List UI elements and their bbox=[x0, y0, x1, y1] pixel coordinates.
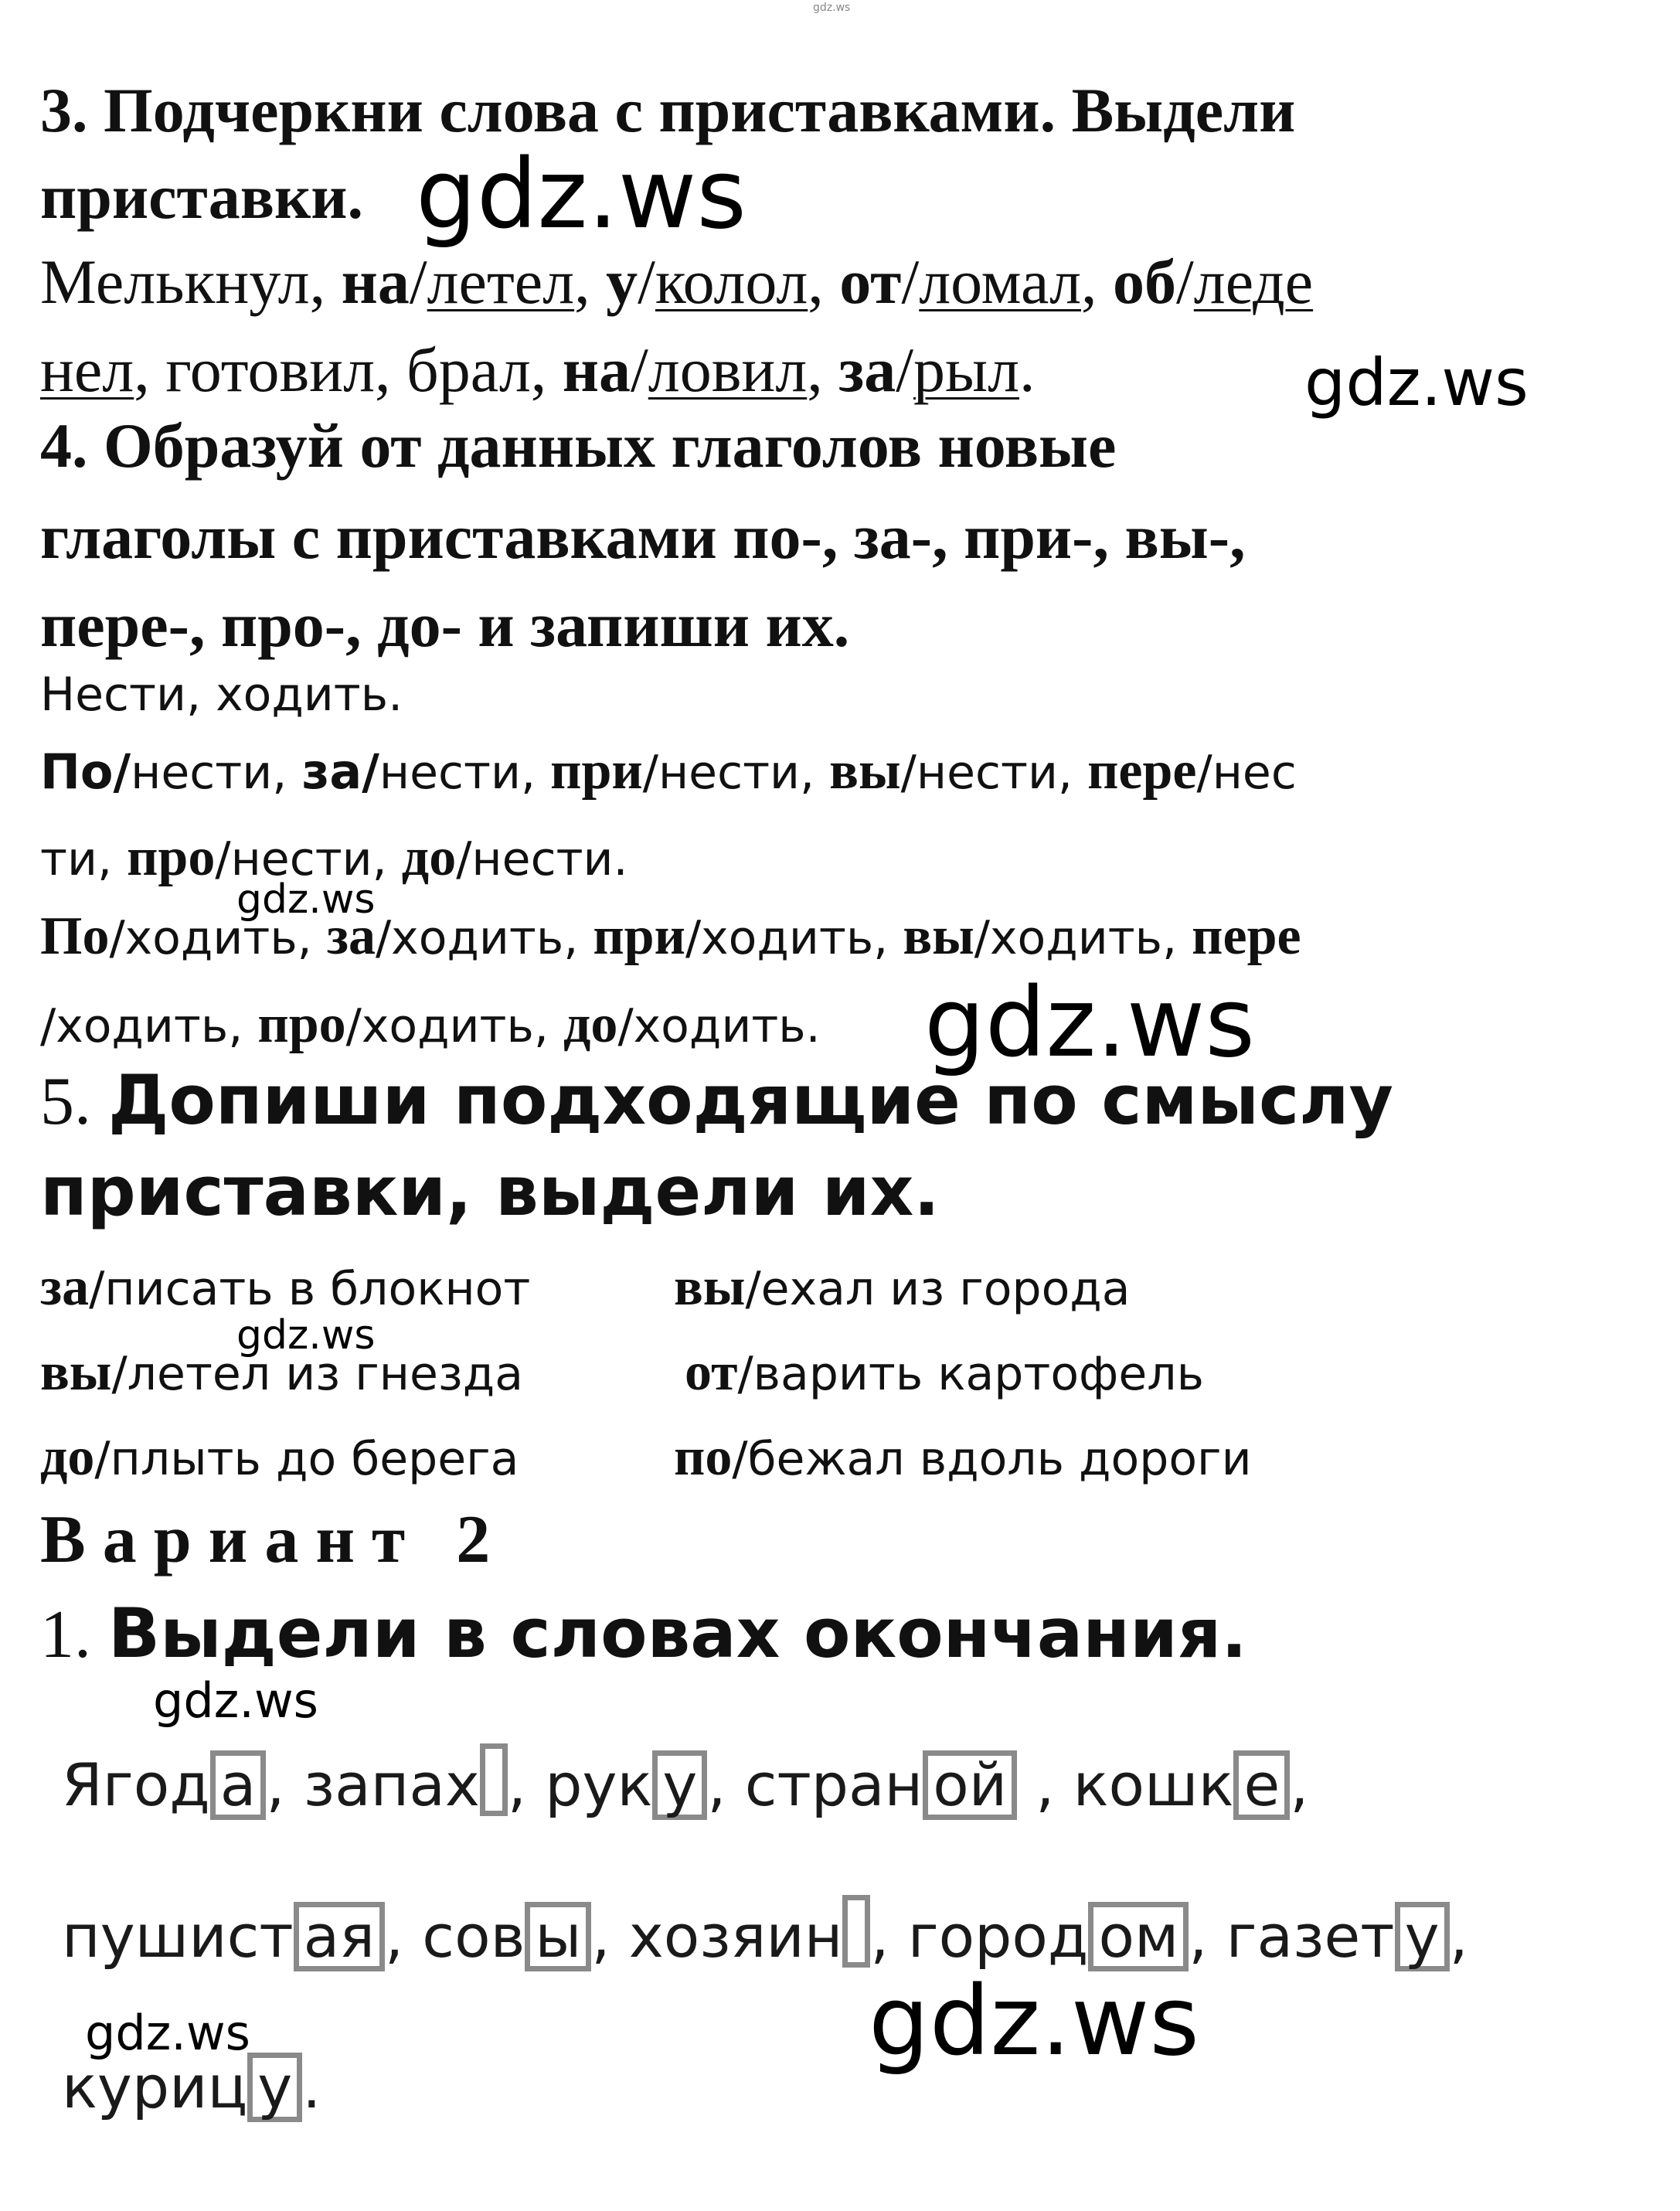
root-text: нести, bbox=[131, 746, 302, 800]
ending-box: у bbox=[247, 2053, 302, 2122]
punctuation: , bbox=[1189, 1902, 1226, 1971]
task-heading-text: Выдели в словах окончания. bbox=[108, 1594, 1247, 1673]
underlined-root: ломал bbox=[919, 247, 1081, 317]
ending-box: у bbox=[1395, 1902, 1450, 1971]
punctuation: , bbox=[870, 1902, 908, 1971]
slash: / bbox=[638, 247, 655, 317]
task3-line1 bbox=[40, 246, 1313, 318]
task4-heading-line2: глаголы с приставками по-, за-, при-, вы-, bbox=[40, 502, 1246, 572]
phrase-text: /летел из гнезда bbox=[111, 1347, 524, 1401]
underlined-root: колол bbox=[655, 247, 808, 317]
word-stem: стран bbox=[744, 1750, 923, 1819]
endings-row-2 bbox=[62, 1895, 1468, 1971]
watermark: gdz.ws bbox=[236, 876, 376, 923]
ending-box: у bbox=[652, 1750, 707, 1820]
endings-row-3 bbox=[62, 2053, 321, 2122]
watermark-top: gdz.ws bbox=[813, 2, 851, 14]
text: , bbox=[808, 247, 840, 317]
root-text: /нести, bbox=[215, 832, 402, 886]
word-stem: пушист bbox=[62, 1902, 294, 1971]
text: , готовил, брал, bbox=[134, 335, 563, 405]
watermark: gdz.ws bbox=[236, 1312, 376, 1359]
underlined-root: ловил bbox=[648, 335, 808, 405]
root-text: /ходить, bbox=[685, 911, 903, 965]
word-stem: куриц bbox=[62, 2053, 248, 2121]
ending-box: ы bbox=[525, 1902, 591, 1971]
prefix: По bbox=[40, 907, 110, 966]
word-stem: хозяин bbox=[628, 1902, 843, 1971]
phrase-text: /ехал из города bbox=[745, 1262, 1131, 1316]
watermark: gdz.ws bbox=[153, 1672, 318, 1729]
task3-heading-line1: 3. Подчеркни слова с приставками. Выдели bbox=[40, 75, 1296, 145]
ending-box: ой bbox=[923, 1750, 1017, 1820]
task5-heading-line2: приставки, выдели их. bbox=[40, 1151, 940, 1231]
ending-box: е bbox=[1233, 1750, 1290, 1820]
prefix: на bbox=[341, 247, 410, 317]
word-stem: Ягод bbox=[62, 1750, 210, 1819]
prefix: вы bbox=[903, 907, 974, 966]
variant-heading: В а р и а н т 2 bbox=[40, 1502, 491, 1577]
prefix: за/ bbox=[301, 743, 379, 800]
underlined-root: леде bbox=[1193, 247, 1314, 317]
phrase-text: /варить картофель bbox=[737, 1347, 1204, 1401]
slash: / bbox=[901, 247, 920, 317]
watermark: gdz.ws bbox=[416, 139, 746, 250]
punctuation: , bbox=[266, 1750, 304, 1819]
prefix: вы bbox=[829, 741, 901, 801]
watermark: gdz.ws bbox=[1304, 345, 1529, 420]
watermark: gdz.ws bbox=[924, 968, 1255, 1079]
root-text: /нести, bbox=[900, 746, 1088, 800]
text: . bbox=[1019, 335, 1036, 405]
word-stem: кошк bbox=[1073, 1750, 1234, 1819]
task5-right-1 bbox=[685, 1342, 1204, 1403]
word-stem: сов bbox=[422, 1902, 525, 1971]
prefix: По/ bbox=[40, 743, 131, 800]
root-text: ти, bbox=[40, 832, 128, 886]
prefix: об bbox=[1113, 247, 1176, 317]
word-stem: запах bbox=[303, 1750, 480, 1819]
prefix: у bbox=[606, 247, 638, 317]
word-stem: город bbox=[907, 1902, 1089, 1971]
root-text: /ходить, bbox=[345, 999, 564, 1053]
ending-box: ая bbox=[294, 1902, 385, 1971]
prefix: вы bbox=[674, 1257, 746, 1317]
prefix: про bbox=[257, 995, 346, 1054]
root-text: /ходить, bbox=[974, 911, 1192, 965]
watermark: gdz.ws bbox=[85, 2005, 250, 2061]
prefix: про bbox=[127, 828, 216, 887]
prefix: на bbox=[562, 335, 631, 405]
task4-hodit-line1 bbox=[40, 906, 1301, 968]
punctuation: , bbox=[507, 1750, 546, 1819]
watermark: gdz.ws bbox=[869, 1966, 1199, 2077]
punctuation: . bbox=[302, 2053, 321, 2121]
prefix: до bbox=[401, 828, 457, 887]
phrase-text: /писать в блокнот bbox=[89, 1262, 531, 1316]
prefix: от bbox=[685, 1342, 738, 1402]
task4-hodit-line2 bbox=[40, 994, 821, 1056]
prefix: за bbox=[838, 335, 896, 405]
word-stem: рук bbox=[545, 1750, 653, 1819]
prefix: до bbox=[563, 995, 618, 1054]
ending-box: ом bbox=[1088, 1902, 1189, 1971]
prefix: при bbox=[593, 907, 685, 966]
punctuation: , bbox=[384, 1902, 423, 1971]
prefix: за bbox=[40, 1257, 90, 1317]
task5-right-2 bbox=[674, 1427, 1252, 1488]
prefix: до bbox=[40, 1427, 95, 1487]
task5-left-0 bbox=[40, 1257, 530, 1318]
prefix: пере bbox=[1087, 741, 1197, 801]
word-stem: газет bbox=[1226, 1902, 1395, 1971]
root-text: /нести, bbox=[642, 746, 830, 800]
text: , bbox=[807, 335, 839, 405]
root-text: /нести. bbox=[456, 832, 628, 886]
punctuation: , bbox=[1449, 1902, 1468, 1971]
punctuation: , bbox=[707, 1750, 745, 1819]
underlined-root: нел bbox=[40, 335, 134, 405]
task5-left-2 bbox=[40, 1427, 519, 1488]
prefix: по bbox=[674, 1427, 733, 1487]
task4-heading-line3: пере-, про-, до- и запиши их. bbox=[40, 590, 850, 660]
task5-right-0 bbox=[674, 1257, 1131, 1318]
prefix: пере bbox=[1192, 907, 1301, 966]
endings-row-1 bbox=[62, 1743, 1308, 1820]
prefix: за bbox=[326, 907, 376, 966]
task4-heading-line1: 4. Образуй от данных глаголов новые bbox=[40, 410, 1117, 481]
root-text: /ходить. bbox=[617, 999, 821, 1053]
phrase-text: /плыть до берега bbox=[94, 1432, 519, 1486]
task4-nesti-line1 bbox=[40, 740, 1297, 802]
punctuation: , bbox=[1290, 1750, 1309, 1819]
punctuation: , bbox=[591, 1902, 629, 1971]
task5-heading-line1 bbox=[40, 1060, 1393, 1141]
ending-box bbox=[480, 1743, 508, 1816]
task4-given-verbs: Нести, ходить. bbox=[40, 668, 403, 722]
task3-heading-line2: приставки. bbox=[40, 162, 364, 232]
underlined-root: рыл bbox=[913, 335, 1020, 405]
task-heading-text: Допиши подходящие по смыслу bbox=[108, 1060, 1393, 1140]
root-text: /ходить, bbox=[375, 911, 593, 965]
slash: / bbox=[1176, 247, 1194, 317]
slash: / bbox=[409, 247, 427, 317]
text: Мелькнул, bbox=[40, 247, 342, 317]
root-text: /нес bbox=[1196, 746, 1297, 800]
root-text: /ходить, bbox=[40, 999, 258, 1053]
prefix: вы bbox=[40, 1342, 112, 1402]
root-text: нести, bbox=[379, 746, 551, 800]
task3-line2: нел, готовил, брал, на/ловил, за/рыл. bbox=[40, 335, 1036, 405]
text: , bbox=[574, 247, 607, 317]
punctuation: , bbox=[1017, 1750, 1073, 1819]
phrase-text: /бежал вдоль дороги bbox=[732, 1432, 1252, 1486]
prefix: при bbox=[550, 741, 643, 801]
task-number: 5. bbox=[40, 1064, 108, 1139]
text: , bbox=[1081, 247, 1113, 317]
prefix: от bbox=[839, 247, 902, 317]
ending-box: а bbox=[210, 1750, 267, 1820]
ending-box bbox=[842, 1895, 870, 1968]
task1-heading bbox=[40, 1594, 1247, 1674]
root-text: /ходить, bbox=[109, 911, 327, 965]
task-number: 1. bbox=[40, 1597, 108, 1672]
underlined-root: летел bbox=[427, 247, 575, 317]
